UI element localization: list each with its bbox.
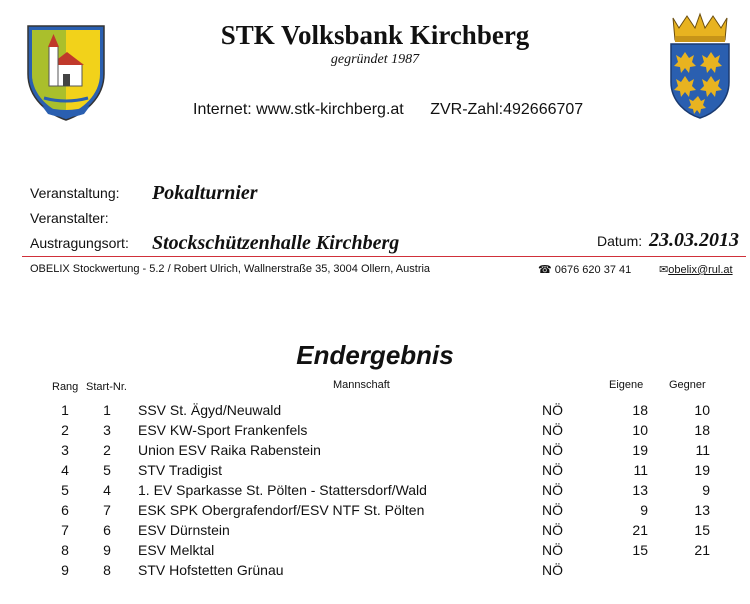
- own-score-cell: 21: [632, 522, 648, 538]
- start-number-cell: 4: [103, 482, 111, 498]
- datum-value: 23.03.2013: [649, 229, 739, 251]
- region-cell: NÖ: [542, 502, 563, 518]
- opponent-score-cell: 15: [694, 522, 710, 538]
- start-number-cell: 9: [103, 542, 111, 558]
- team-cell: 1. EV Sparkasse St. Pölten - Stattersdorf/Wald: [138, 482, 427, 498]
- datum-label: Datum:: [597, 233, 643, 249]
- region-cell: NÖ: [542, 462, 563, 478]
- table-row: [0, 422, 750, 442]
- region-cell: NÖ: [542, 522, 563, 538]
- own-score-cell: 13: [632, 482, 648, 498]
- table-row: [0, 502, 750, 522]
- rank-cell: 1: [61, 402, 69, 418]
- veranstaltung-label: Veranstaltung:: [30, 185, 120, 201]
- own-score-cell: 15: [632, 542, 648, 558]
- website-link[interactable]: Internet: www.stk-kirchberg.at: [193, 101, 404, 118]
- rank-cell: 5: [61, 482, 69, 498]
- region-cell: NÖ: [542, 402, 563, 418]
- start-number-cell: 2: [103, 442, 111, 458]
- veranstaltung-value: Pokalturnier: [152, 182, 258, 204]
- opponent-score-cell: 19: [694, 462, 710, 478]
- start-number-cell: 6: [103, 522, 111, 538]
- start-number-cell: 3: [103, 422, 111, 438]
- header-start-nr: Start-Nr.: [86, 381, 127, 393]
- rank-cell: 3: [61, 442, 69, 458]
- region-cell: NÖ: [542, 422, 563, 438]
- phone-icon: ☎: [538, 264, 552, 276]
- region-cell: NÖ: [542, 442, 563, 458]
- table-row: [0, 402, 750, 422]
- table-row: [0, 442, 750, 462]
- table-row: [0, 562, 750, 582]
- club-name: STK Volksbank Kirchberg: [220, 20, 530, 50]
- table-row: [0, 522, 750, 542]
- start-number-cell: 7: [103, 502, 111, 518]
- opponent-score-cell: 9: [702, 482, 710, 498]
- own-score-cell: 10: [632, 422, 648, 438]
- phone-number: 0676 620 37 41: [554, 264, 632, 276]
- team-cell: STV Hofstetten Grünau: [138, 562, 284, 578]
- envelope-icon: ✉: [659, 264, 669, 276]
- team-cell: Union ESV Raika Rabenstein: [138, 442, 321, 458]
- rank-cell: 9: [61, 562, 69, 578]
- austragungsort-label: Austragungsort:: [30, 235, 129, 251]
- austragungsort-value: Stockschützenhalle Kirchberg: [152, 232, 400, 254]
- veranstalter-label: Veranstalter:: [30, 210, 109, 226]
- region-cell: NÖ: [542, 542, 563, 558]
- rank-cell: 4: [61, 462, 69, 478]
- opponent-score-cell: 21: [694, 542, 710, 558]
- zvr-number: ZVR-Zahl:492666707: [430, 101, 584, 118]
- rank-cell: 7: [61, 522, 69, 538]
- team-cell: SSV St. Ägyd/Neuwald: [138, 402, 282, 418]
- contact-line: [193, 101, 583, 119]
- rank-cell: 8: [61, 542, 69, 558]
- table-row: [0, 542, 750, 562]
- header-gegner: Gegner: [669, 379, 706, 391]
- opponent-score-cell: 13: [694, 502, 710, 518]
- opponent-score-cell: 10: [694, 402, 710, 418]
- team-cell: ESK SPK Obergrafendorf/ESV NTF St. Pölten: [138, 502, 425, 518]
- email-link[interactable]: obelix@rul.at: [668, 264, 733, 276]
- start-number-cell: 8: [103, 562, 111, 578]
- team-cell: ESV KW-Sport Frankenfels: [138, 422, 308, 438]
- software-credit: OBELIX Stockwertung - 5.2 / Robert Ulrich, Wallnerstraße 35, 3004 Ollern, Austria: [30, 263, 431, 275]
- region-cell: NÖ: [542, 482, 563, 498]
- start-number-cell: 1: [103, 402, 111, 418]
- table-row: [0, 462, 750, 482]
- table-row: [0, 482, 750, 502]
- results-title: Endergebnis: [296, 340, 454, 370]
- team-cell: ESV Dürnstein: [138, 522, 230, 538]
- header-rang: Rang: [52, 381, 79, 393]
- team-cell: ESV Melktal: [138, 542, 215, 558]
- header-divider: [22, 256, 746, 257]
- start-number-cell: 5: [103, 462, 111, 478]
- own-score-cell: 11: [633, 462, 648, 478]
- founded-date: gegründet 1987: [330, 52, 420, 67]
- region-cell: NÖ: [542, 562, 563, 578]
- rank-cell: 2: [61, 422, 69, 438]
- own-score-cell: 19: [632, 442, 648, 458]
- own-score-cell: 9: [640, 502, 648, 518]
- phone-contact: [538, 263, 631, 276]
- opponent-score-cell: 18: [694, 422, 710, 438]
- team-cell: STV Tradigist: [138, 462, 223, 478]
- email-contact: [659, 263, 733, 276]
- rank-cell: 6: [61, 502, 69, 518]
- header-eigene: Eigene: [609, 379, 644, 391]
- opponent-score-cell: 11: [695, 442, 710, 458]
- own-score-cell: 18: [632, 402, 648, 418]
- header-mannschaft: Mannschaft: [333, 379, 390, 391]
